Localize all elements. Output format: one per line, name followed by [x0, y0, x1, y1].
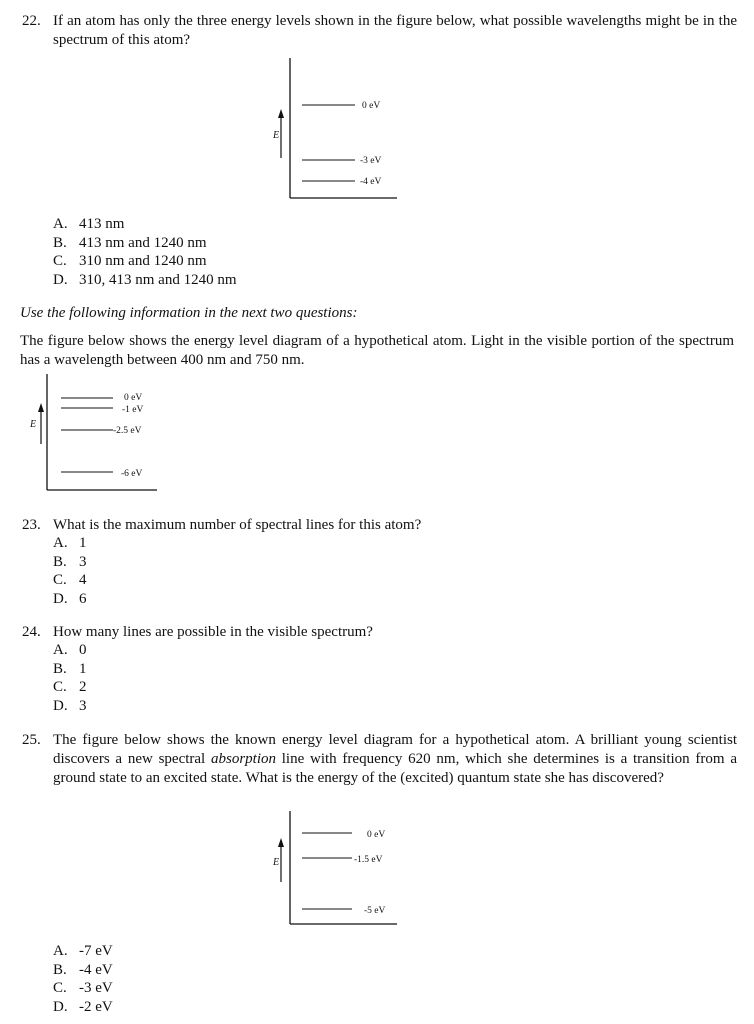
option-text: 310, 413 nm and 1240 nm — [79, 271, 237, 288]
option-text: -2 eV — [79, 998, 113, 1015]
option-text: 310 nm and 1240 nm — [79, 253, 207, 269]
option-letter: B. — [53, 961, 67, 978]
question-22-number: 22. — [22, 13, 41, 29]
option-text: 6 — [79, 590, 87, 607]
question-22-text: If an atom has only the three energy levels shown in the figure below, what possible wavelengths might be in the spectrum of this atom? — [53, 13, 737, 48]
option-a — [53, 641, 87, 660]
option-a — [53, 942, 113, 961]
option-d — [53, 590, 87, 609]
question-25-number: 25. — [22, 732, 41, 748]
option-letter: B. — [53, 660, 67, 677]
level-label-0: 0 eV — [124, 393, 143, 403]
option-letter: A. — [53, 216, 68, 232]
level-label-0: 0 eV — [367, 830, 386, 840]
option-letter: A. — [53, 535, 68, 551]
option-text: 3 — [79, 553, 87, 570]
option-text: -4 eV — [79, 961, 113, 978]
level-label-2: -5 eV — [364, 906, 386, 916]
question-23-number: 23. — [22, 517, 41, 533]
option-text: 1 — [79, 660, 87, 677]
question-25-text-after: line with frequency 620 nm, which she determines is a transition from a ground state to an excited state. What is the energy of the (excited) quantum state she has discovered? — [53, 751, 737, 786]
option-letter: B. — [53, 553, 67, 570]
energy-axis-label: E — [30, 419, 37, 430]
option-c — [53, 979, 113, 998]
option-text: 1 — [79, 535, 87, 551]
option-c — [53, 252, 207, 271]
info-text: The figure below shows the energy level diagram of a hypothetical atom. Light in the visible portion of the spectrum has a wavelength between 400 nm and 750 nm. — [20, 333, 734, 368]
option-letter: D. — [53, 590, 68, 607]
question-25-text-before: The figure below shows the known energy level diagram for a hypothetical atom. A brilliant young scientist discovers a new spectral — [53, 732, 737, 767]
option-letter: C. — [53, 572, 67, 588]
option-letter: C. — [53, 253, 67, 269]
option-text: 3 — [79, 697, 87, 714]
option-letter: C. — [53, 980, 67, 996]
option-d — [53, 697, 87, 716]
energy-diagram-q22 — [266, 56, 406, 202]
level-label-1: -1 eV — [122, 405, 144, 415]
option-b — [53, 660, 87, 679]
option-text: 413 nm — [79, 216, 125, 232]
option-letter: C. — [53, 679, 67, 695]
option-a — [53, 215, 124, 234]
option-letter: D. — [53, 697, 68, 714]
option-text: -3 eV — [79, 980, 113, 996]
level-label-2: -4 eV — [360, 177, 382, 187]
option-c — [53, 678, 87, 697]
option-letter: D. — [53, 998, 68, 1015]
option-text: 4 — [79, 572, 87, 588]
option-d — [53, 271, 237, 290]
option-text: 413 nm and 1240 nm — [79, 234, 207, 251]
option-letter: D. — [53, 271, 68, 288]
energy-diagram-info — [24, 372, 164, 496]
info-heading: Use the following information in the next two questions: — [20, 305, 358, 321]
option-d — [53, 998, 113, 1017]
energy-axis-label: E — [273, 130, 280, 141]
question-24-text: How many lines are possible in the visible spectrum? — [53, 624, 373, 640]
option-a — [53, 534, 87, 553]
option-text: 0 — [79, 642, 87, 658]
level-label-2: -2.5 eV — [113, 426, 142, 436]
option-text: -7 eV — [79, 943, 113, 959]
option-b — [53, 234, 207, 253]
level-label-0: 0 eV — [362, 101, 381, 111]
option-text: 2 — [79, 679, 87, 695]
option-b — [53, 961, 113, 980]
option-c — [53, 571, 87, 590]
option-letter: B. — [53, 234, 67, 251]
question-25-text — [53, 731, 737, 788]
energy-axis-label: E — [273, 857, 280, 868]
question-23-text: What is the maximum number of spectral lines for this atom? — [53, 517, 422, 533]
level-label-1: -3 eV — [360, 156, 382, 166]
energy-diagram-q25 — [266, 808, 406, 928]
question-25-text-emphasis: absorption — [210, 751, 276, 767]
option-letter: A. — [53, 943, 68, 959]
level-label-3: -6 eV — [121, 469, 143, 479]
question-24-number: 24. — [22, 624, 41, 640]
option-b — [53, 553, 87, 572]
energy-arrow-icon — [38, 403, 44, 444]
level-label-1: -1.5 eV — [354, 855, 383, 865]
option-letter: A. — [53, 642, 68, 658]
